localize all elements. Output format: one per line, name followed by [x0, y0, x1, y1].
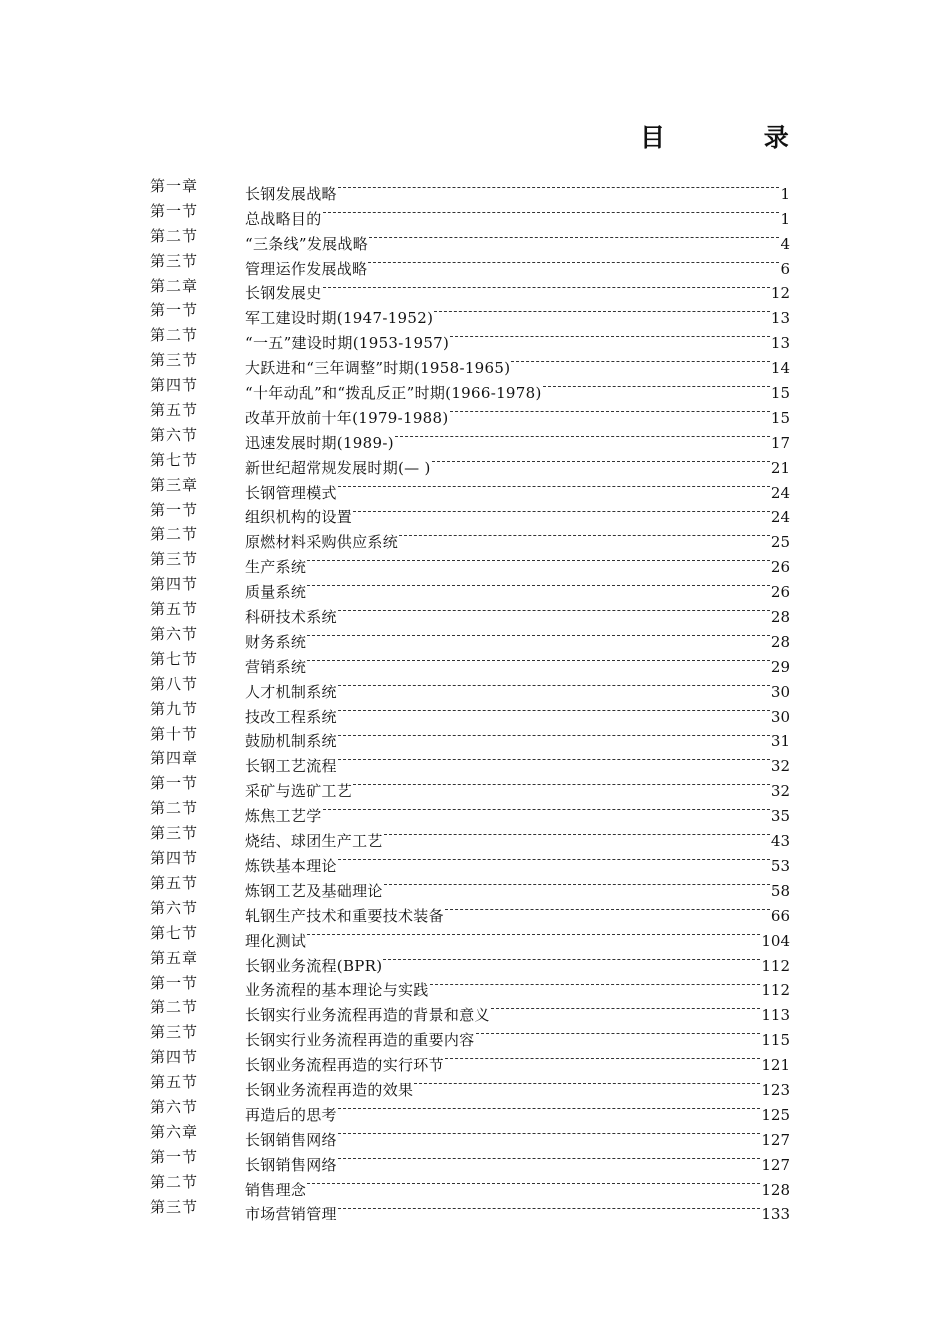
toc-entry-page: 30: [770, 682, 790, 701]
toc-entry-label: 第二节: [150, 326, 199, 345]
toc-entry-label: 第一节: [150, 201, 199, 220]
toc-entry-label: 第二章: [150, 276, 199, 295]
toc-entry: [150, 846, 790, 875]
toc-leader-dots: [384, 871, 770, 896]
toc-entry: [150, 298, 790, 328]
toc-entry-title: 组织机构的设置: [245, 508, 353, 527]
toc-entry-label: 第二节: [150, 799, 199, 818]
toc-entry: [150, 1145, 790, 1174]
toc-entry-page: 1: [780, 209, 790, 228]
toc-entry-page: 17: [770, 433, 790, 452]
toc-entry-title: 长钢管理模式: [245, 483, 337, 502]
toc-entry-label: 第一节: [150, 1147, 199, 1166]
toc-entry-page: 112: [761, 956, 790, 975]
toc-entry-page: 15: [770, 384, 790, 403]
toc-leader-dots: [445, 896, 770, 921]
toc-entry: [150, 547, 790, 577]
toc-entry-title: “十年动乱”和“拨乱反正”时期(1966-1978): [245, 384, 542, 403]
toc-entry-label: 第七节: [150, 649, 199, 668]
toc-entry-title: 管理运作发展战略: [245, 259, 368, 278]
toc-entry-page: 25: [770, 533, 790, 552]
toc-entry-label: 第三节: [150, 550, 199, 569]
toc-entry: [150, 348, 790, 378]
toc-entry-title: 长钢业务流程(BPR): [245, 956, 383, 975]
toc-entry-page: 125: [761, 1105, 790, 1124]
toc-entry-label: 第三节: [150, 251, 199, 270]
toc-entry-page: 15: [770, 408, 790, 427]
toc-leader-dots: [543, 373, 770, 398]
toc-entry-page: 35: [770, 807, 790, 826]
toc-entry: [150, 921, 790, 950]
toc-leader-dots: [338, 722, 770, 747]
toc-entry: [150, 697, 790, 726]
toc-entry-page: 30: [770, 707, 790, 726]
toc-entry-label: 第一节: [150, 301, 199, 320]
toc-leader-dots: [323, 796, 770, 821]
toc-leader-dots: [430, 971, 761, 996]
toc-entry: [150, 722, 790, 751]
toc-entry-label: 第五章: [150, 948, 199, 967]
toc-entry-label: 第七节: [150, 923, 199, 942]
toc-entry-page: 43: [770, 832, 790, 851]
toc-entry-page: 32: [770, 757, 790, 776]
toc-leader-dots: [353, 771, 770, 796]
toc-entry-title: 业务流程的基本理论与实践: [245, 981, 429, 1000]
toc-entry-title: 长钢实行业务流程再造的背景和意义: [245, 1006, 490, 1025]
toc-entry-label: 第三节: [150, 1197, 199, 1216]
toc-entry-title: 长钢业务流程再造的实行环节: [245, 1056, 444, 1075]
toc-entry-page: 26: [770, 583, 790, 602]
toc-entry-title: 炼焦工艺学: [245, 807, 322, 826]
toc-leader-dots: [338, 473, 770, 498]
toc-entry: [150, 398, 790, 427]
toc-leader-dots: [368, 249, 779, 274]
toc-entry-title: 长钢销售网络: [245, 1155, 337, 1174]
toc-entry-page: 66: [770, 906, 790, 925]
toc-entry-title: 采矿与选矿工艺: [245, 782, 353, 801]
toc-entry-title: 炼铁基本理论: [245, 856, 337, 875]
toc-entry-title: 生产系统: [245, 558, 307, 577]
toc-leader-dots: [307, 547, 770, 572]
toc-leader-dots: [511, 348, 770, 373]
toc-entry-title: 市场营销管理: [245, 1205, 337, 1224]
toc-entry-page: 104: [761, 931, 790, 950]
toc-entry: [150, 274, 790, 303]
toc-entry-page: 127: [761, 1130, 790, 1149]
toc-entry-title: 烧结、球团生产工艺: [245, 832, 383, 851]
toc-entry-title: 鼓励机制系统: [245, 732, 337, 751]
toc-entry-label: 第九节: [150, 699, 199, 718]
toc-entry: [150, 323, 790, 353]
toc-entry-label: 第六节: [150, 898, 199, 917]
toc-entry-title: “一五”建设时期(1953-1957): [245, 334, 450, 353]
toc-leader-dots: [445, 1045, 760, 1070]
toc-entry-page: 21: [770, 458, 790, 477]
toc-leader-dots: [476, 1020, 761, 1045]
toc-leader-dots: [338, 746, 770, 771]
toc-leader-dots: [307, 622, 770, 647]
toc-entry: [150, 423, 790, 452]
toc-entry: [150, 771, 790, 801]
toc-leader-dots: [338, 597, 770, 622]
toc-entry-label: 第三节: [150, 1023, 199, 1042]
toc-entry-title: 长钢发展战略: [245, 184, 337, 203]
toc-leader-dots: [307, 572, 770, 597]
toc-leader-dots: [450, 323, 770, 348]
toc-entry-page: 31: [770, 732, 790, 751]
toc-entry: [150, 971, 790, 1000]
toc-entry-title: 迅速发展时期(1989-): [245, 433, 394, 452]
toc-entry-label: 第五节: [150, 600, 199, 619]
toc-leader-dots: [338, 697, 770, 722]
toc-entry-title: 原燃材料采购供应系统: [245, 533, 399, 552]
toc-entry-title: 再造后的思考: [245, 1105, 337, 1124]
toc-entry-title: 轧钢生产技术和重要技术装备: [245, 906, 444, 925]
toc-entry-title: 人才机制系统: [245, 682, 337, 701]
toc-entry: [150, 473, 790, 502]
toc-entry: [150, 746, 790, 776]
toc-entry: [150, 946, 790, 975]
toc-entry: [150, 1045, 790, 1075]
toc-entry-label: 第一节: [150, 973, 199, 992]
toc-entry-title: 总战略目的: [245, 209, 322, 228]
toc-entry: [150, 572, 790, 602]
table-of-contents: [150, 174, 790, 1224]
toc-leader-dots: [383, 946, 760, 971]
toc-entry-title: 长钢实行业务流程再造的重要内容: [245, 1031, 475, 1050]
toc-entry-title: 长钢发展史: [245, 284, 322, 303]
toc-entry-page: 115: [761, 1031, 790, 1050]
toc-entry-label: 第三节: [150, 824, 199, 843]
toc-entry-label: 第六节: [150, 1097, 199, 1116]
toc-leader-dots: [395, 423, 770, 448]
toc-entry-title: 长钢业务流程再造的效果: [245, 1080, 414, 1099]
toc-entry-page: 6: [780, 259, 790, 278]
toc-entry-label: 第一节: [150, 774, 199, 793]
toc-entry-page: 26: [770, 558, 790, 577]
toc-entry: [150, 522, 790, 552]
toc-entry-page: 32: [770, 782, 790, 801]
toc-leader-dots: [307, 921, 760, 946]
toc-leader-dots: [384, 821, 770, 846]
toc-entry-label: 第一章: [150, 177, 199, 195]
toc-entry: [150, 896, 790, 925]
toc-entry-body: [245, 1195, 790, 1228]
toc-leader-dots: [307, 1170, 760, 1195]
toc-leader-dots: [307, 647, 770, 672]
toc-entry-page: 29: [770, 657, 790, 676]
toc-entry-label: 第四节: [150, 849, 199, 868]
toc-entry-title: 质量系统: [245, 583, 307, 602]
toc-leader-dots: [338, 1145, 761, 1170]
toc-entry: [150, 448, 790, 477]
toc-entry-title: 科研技术系统: [245, 608, 337, 627]
toc-entry: [150, 224, 790, 253]
toc-entry-page: 28: [770, 608, 790, 627]
toc-entry-title: “三条线”发展战略: [245, 234, 369, 253]
toc-entry-label: 第三节: [150, 351, 199, 370]
toc-entry-label: 第四节: [150, 575, 199, 594]
toc-entry-page: 14: [770, 359, 790, 378]
toc-entry-label: 第六节: [150, 625, 199, 644]
toc-entry-page: 58: [770, 881, 790, 900]
toc-leader-dots: [338, 1195, 761, 1220]
toc-entry: [150, 995, 790, 1025]
toc-entry-label: 第四节: [150, 376, 199, 395]
toc-entry: [150, 597, 790, 627]
toc-entry-label: 第五节: [150, 1073, 199, 1092]
toc-entry-page: 112: [761, 981, 790, 1000]
toc-entry-page: 12: [770, 284, 790, 303]
toc-entry-page: 24: [770, 508, 790, 527]
toc-entry-page: 127: [761, 1155, 790, 1174]
toc-entry: [150, 821, 790, 851]
toc-entry: [150, 1070, 790, 1099]
toc-leader-dots: [491, 995, 761, 1020]
toc-entry-page: 1: [780, 184, 790, 203]
toc-entry: [150, 1170, 790, 1199]
toc-entry-page: 123: [761, 1080, 790, 1099]
toc-entry-label: 第二节: [150, 226, 199, 245]
toc-entry: [150, 373, 790, 403]
toc-leader-dots: [432, 448, 770, 473]
toc-entry-title: 技改工程系统: [245, 707, 337, 726]
toc-leader-dots: [338, 174, 780, 199]
toc-entry-title: 炼钢工艺及基础理论: [245, 881, 383, 900]
toc-leader-dots: [338, 1120, 761, 1145]
toc-entry: [150, 1195, 790, 1224]
toc-entry-title: 营销系统: [245, 657, 307, 676]
toc-entry-title: 大跃进和“三年调整”时期(1958-1965): [245, 359, 511, 378]
toc-entry-label: 第八节: [150, 674, 199, 693]
toc-entry: [150, 1020, 790, 1050]
toc-entry-page: 133: [761, 1205, 790, 1224]
toc-entry-page: 53: [770, 856, 790, 875]
toc-entry-label: 第六章: [150, 1122, 199, 1141]
toc-entry-label: 第六节: [150, 425, 199, 444]
toc-entry-page: 121: [761, 1056, 790, 1075]
toc-leader-dots: [450, 398, 770, 423]
toc-entry-label: 第四章: [150, 749, 199, 768]
toc-leader-dots: [338, 1095, 761, 1120]
toc-entry: [150, 1120, 790, 1149]
toc-entry-page: 13: [770, 334, 790, 353]
toc-entry-page: 113: [761, 1006, 790, 1025]
toc-entry-title: 理化测试: [245, 931, 307, 950]
toc-entry: [150, 174, 790, 203]
toc-entry-page: 28: [770, 632, 790, 651]
toc-leader-dots: [353, 498, 770, 523]
toc-leader-dots: [369, 224, 779, 249]
toc-entry-label: 第四节: [150, 1048, 199, 1067]
toc-entry-title: 军工建设时期(1947-1952): [245, 309, 434, 328]
toc-entry-label: 第二节: [150, 998, 199, 1017]
toc-entry-title: 财务系统: [245, 632, 307, 651]
toc-entry: [150, 249, 790, 278]
toc-entry-title: 长钢销售网络: [245, 1130, 337, 1149]
toc-leader-dots: [323, 199, 780, 224]
toc-entry: [150, 1095, 790, 1124]
toc-leader-dots: [338, 846, 770, 871]
toc-leader-dots: [338, 672, 770, 697]
page-title: 目 录: [640, 123, 834, 152]
toc-entry-label: 第五节: [150, 873, 199, 892]
toc-entry-title: 新世纪超常规发展时期(— ): [245, 458, 431, 477]
toc-leader-dots: [434, 298, 770, 323]
toc-entry-label: 第二节: [150, 1172, 199, 1191]
toc-entry-label: 第五节: [150, 401, 199, 420]
toc-entry-label: 第十节: [150, 724, 199, 743]
toc-entry-page: 13: [770, 309, 790, 328]
toc-entry-title: 销售理念: [245, 1180, 307, 1199]
toc-entry: [150, 796, 790, 826]
toc-entry: [150, 672, 790, 701]
toc-entry-label: 第二节: [150, 525, 199, 544]
toc-entry-label: 第七节: [150, 450, 199, 469]
toc-leader-dots: [399, 522, 770, 547]
toc-entry: [150, 871, 790, 900]
toc-entry: [150, 199, 790, 228]
toc-entry-title: 长钢工艺流程: [245, 757, 337, 776]
toc-entry-label: 第三章: [150, 475, 199, 494]
toc-entry-page: 128: [761, 1180, 790, 1199]
toc-leader-dots: [414, 1070, 760, 1095]
toc-entry: [150, 622, 790, 651]
toc-entry-page: 24: [770, 483, 790, 502]
toc-entry-label: 第一节: [150, 500, 199, 519]
toc-entry: [150, 647, 790, 676]
toc-leader-dots: [323, 274, 770, 299]
toc-entry-page: 4: [780, 234, 790, 253]
toc-entry-title: 改革开放前十年(1979-1988): [245, 408, 449, 427]
toc-entry: [150, 498, 790, 527]
